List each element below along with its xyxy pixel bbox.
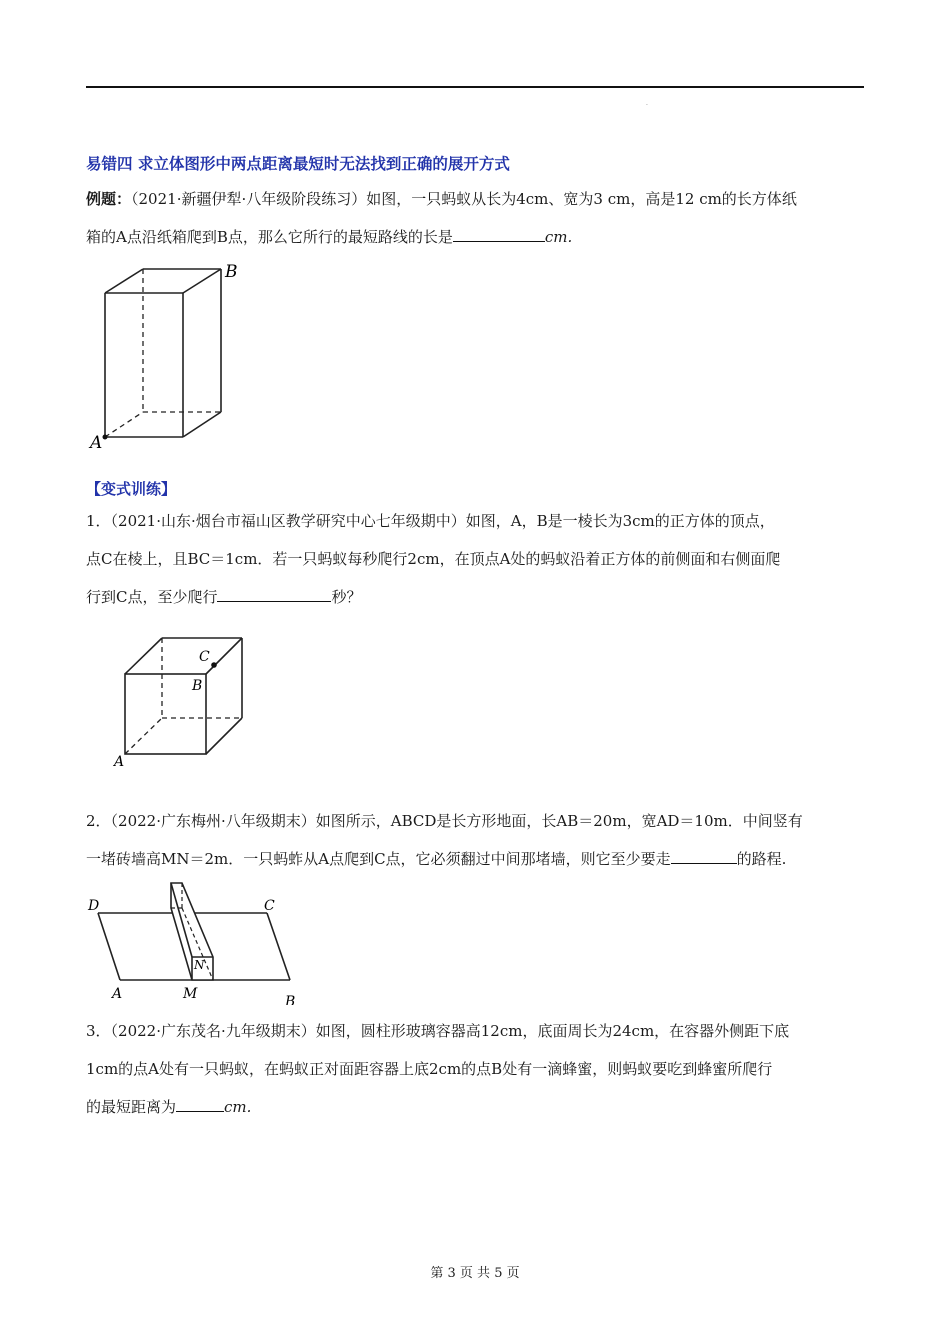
variant-heading: 【变式训练】 <box>86 480 177 498</box>
question-1 <box>86 502 864 616</box>
q3-line2: 1cm的点A处有一只蚂蚁，在蚂蚁正对面距容器上底2cm的点B处有一滴蜂蜜，则蚂蚁要吃到蜂蜜所爬行 <box>86 1060 773 1078</box>
example-label: 例题： <box>86 190 132 208</box>
question-2 <box>86 802 864 878</box>
point-b-label: B <box>192 678 203 694</box>
cuboid-edge <box>105 269 143 293</box>
section-heading: 易错四 求立体图形中两点距离最短时无法找到正确的展开方式 <box>86 155 510 173</box>
cube-edge <box>206 718 242 754</box>
cuboid-figure <box>84 258 254 453</box>
cube-edge <box>206 638 242 674</box>
q1-line3-end: 秒？ <box>331 588 362 606</box>
answer-blank[interactable] <box>176 1097 224 1112</box>
question-3 <box>86 1012 864 1126</box>
q1-line3: 行到C点，至少爬行 <box>86 588 218 606</box>
point-a-label: A <box>90 433 103 453</box>
point-m-label: M <box>183 986 198 1002</box>
example-line1: （2021·新疆伊犁·八年级阶段练习）如图，一只蚂蚁从长为4cm、宽为3 cm，高是12 cm的长方体纸 <box>131 190 797 208</box>
point-c-dot <box>211 662 217 668</box>
point-a-label: A <box>114 754 125 770</box>
example-line2: 箱的A点沿纸箱爬到B点，那么它所行的最短路线的长是 <box>86 228 453 246</box>
q3-line3: 的最短距离为 <box>86 1098 177 1116</box>
header-rule <box>86 86 864 88</box>
q2-line2: 一堵砖墙高MN＝2m．一只蚂蚱从A点爬到C点，它必须翻过中间那堵墙，则它至少要走 <box>86 850 671 868</box>
cuboid-edge <box>183 269 221 293</box>
cuboid-edge <box>183 412 221 437</box>
ground-edge-cb <box>267 913 290 980</box>
point-c-label: C <box>264 898 275 914</box>
answer-blank[interactable] <box>217 587 331 602</box>
wall-figure <box>84 880 314 1005</box>
q3-line1: （2022·广东茂名·九年级期末）如图，圆柱形玻璃容器高12cm，底面周长为24cm，在容器外侧距下底 <box>110 1022 790 1040</box>
point-a-dot <box>103 435 108 440</box>
answer-blank[interactable] <box>453 227 545 242</box>
q1-line1: （2021·山东·烟台市福山区教学研究中心七年级期中）如图，A，B是一棱长为3cm的正方体的顶点， <box>110 512 775 530</box>
header-mark: . <box>646 100 648 107</box>
point-c-label: C <box>199 649 210 665</box>
point-n-label: N <box>194 958 205 972</box>
q3-number: 3． <box>86 1022 111 1040</box>
example-unit: cm. <box>544 228 573 246</box>
q1-number: 1． <box>86 512 111 530</box>
ground-edge-da <box>98 913 120 980</box>
cube-figure <box>110 630 260 770</box>
example-paragraph <box>86 180 864 256</box>
q2-line2-end: 的路程. <box>736 850 787 868</box>
page-footer: 第 3 页 共 5 页 <box>430 1266 520 1281</box>
q2-number: 2． <box>86 812 111 830</box>
cube-edge <box>125 638 162 674</box>
point-b-label: B <box>285 994 296 1005</box>
q1-line2: 点C在棱上，且BC＝1cm．若一只蚂蚁每秒爬行2cm，在顶点A处的蚂蚁沿着正方体的前侧面和右侧面爬 <box>86 550 781 568</box>
point-d-label: D <box>88 898 100 914</box>
point-b-label: B <box>225 262 238 282</box>
q3-unit: cm. <box>224 1098 252 1116</box>
cube-hidden-edge <box>125 718 162 754</box>
point-a-label: A <box>112 986 123 1002</box>
answer-blank[interactable] <box>671 849 737 864</box>
cuboid-hidden-edge <box>105 412 143 437</box>
q2-line1: （2022·广东梅州·八年级期末）如图所示，ABCD是长方形地面，长AB＝20m，宽AD＝10m．中间竖有 <box>110 812 803 830</box>
